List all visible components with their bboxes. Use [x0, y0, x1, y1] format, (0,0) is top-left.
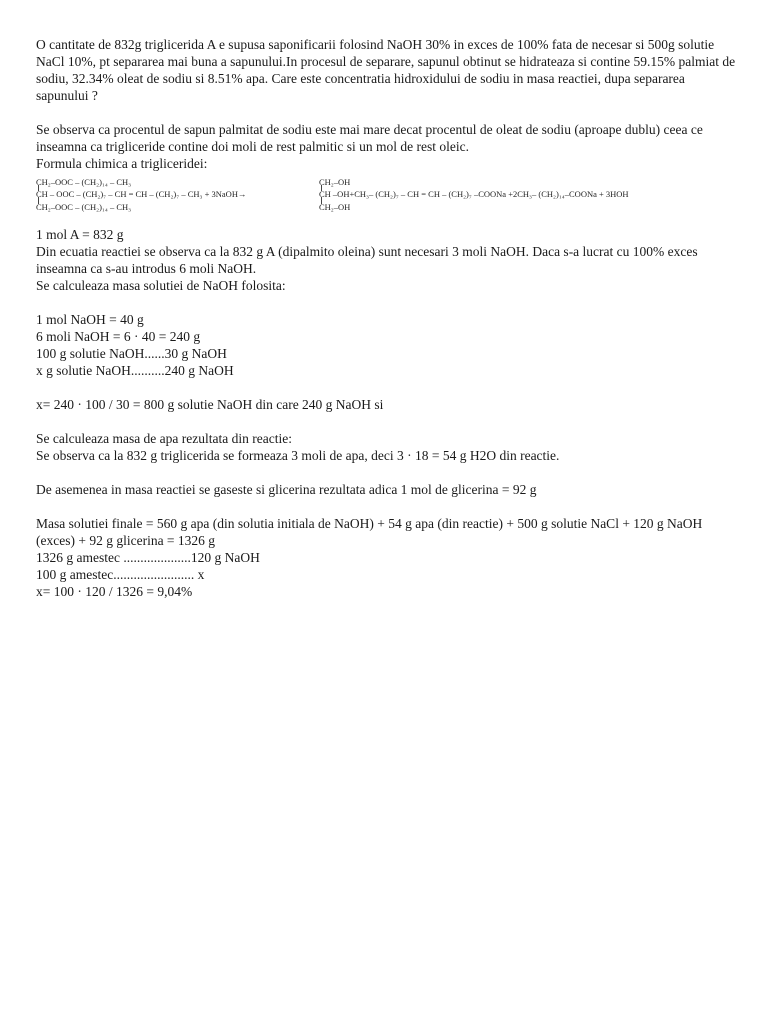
naoh-calculation: 1 mol NaOH = 40 g 6 moli NaOH = 6 · 40 = 240 g 100 g solutie NaOH......30 g NaOH x g solutie NaOH..........240 g NaOH: [36, 312, 234, 378]
document-page: [36, 36, 736, 600]
problem-statement: O cantitate de 832g triglicerida A e supusa saponificarii folosind NaOH 30% in exces de 100% fata de necesar si 500g solutie NaCl 10%, pt separarea mai buna a sapunului.In procesul de separare, sapunul obtinut se hidrateaza si contine 59.15% palmiat de sodiu, 32.34% oleat de sodiu si 8.51% apa. Care este concentratia hidroxidului de sodiu in masa reactiei, dupa separarea sapunului ?: [36, 37, 736, 103]
equation-right-line-2: CH –OH+CH₃– (CH₂)₇ – CH = CH – (CH₂)₇ –COONa +2CH₃– (CH₂)₁₄–COONa + 3HOH: [319, 189, 629, 199]
equation-right-line-3: CH₂–OH: [319, 202, 351, 212]
spacer: [36, 104, 736, 121]
spacer: [36, 379, 736, 396]
equation-left-line-1: CH₂–OOC – (CH₂)₁₄ – CH₃: [36, 177, 132, 187]
water-paragraph: Se calculeaza masa de apa rezultata din reactie: Se observa ca la 832 g triglicerida se formeaza 3 moli de apa, deci 3 · 18 = 54 g H2O din reactie.: [36, 431, 560, 463]
spacer: [36, 498, 736, 515]
glycerin-paragraph: De asemenea in masa reactiei se gaseste si glicerina rezultata adica 1 mol de glicerina = 92 g: [36, 482, 537, 497]
mol-paragraph: 1 mol A = 832 g Din ecuatia reactiei se observa ca la 832 g A (dipalmito oleina) sunt necesari 3 moli NaOH. Daca s-a lucrat cu 100% exces inseamna ca s-au introdus 6 moli NaOH. Se calculeaza masa solutiei de NaOH folosita:: [36, 227, 698, 293]
final-calculation: Masa solutiei finale = 560 g apa (din solutia initiala de NaOH) + 54 g apa (din reactie) + 500 g solutie NaCl + 120 g NaOH (exces) + 92 g glicerina = 1326 g 1326 g amestec ....................120 g NaOH 100 g amestec........................ x x= 100 · 120 / 1326 = 9,04%: [36, 516, 703, 599]
spacer: [36, 464, 736, 481]
equation-right-line-1: CH₂–OH: [319, 177, 351, 187]
x-result: x= 240 · 100 / 30 = 800 g solutie NaOH din care 240 g NaOH si: [36, 397, 384, 412]
spacer: [36, 413, 736, 430]
equation-left-line-3: CH₂–OOC – (CH₂)₁₄ – CH₃: [36, 202, 132, 212]
saponification-equation: [36, 177, 736, 221]
equation-left-line-2: CH – OOC – (CH₂)₇ – CH = CH – (CH₂)₇ – CH₃ + 3NaOH→: [36, 189, 247, 199]
spacer: [36, 294, 736, 311]
observation-paragraph: Se observa ca procentul de sapun palmitat de sodiu este mai mare decat procentul de oleat de sodiu (aproape dublu) ceea ce inseamna ca trigliceride contine doi moli de rest palmitic si un mol de rest oleic. Formula chimica a trigliceridei:: [36, 122, 703, 171]
